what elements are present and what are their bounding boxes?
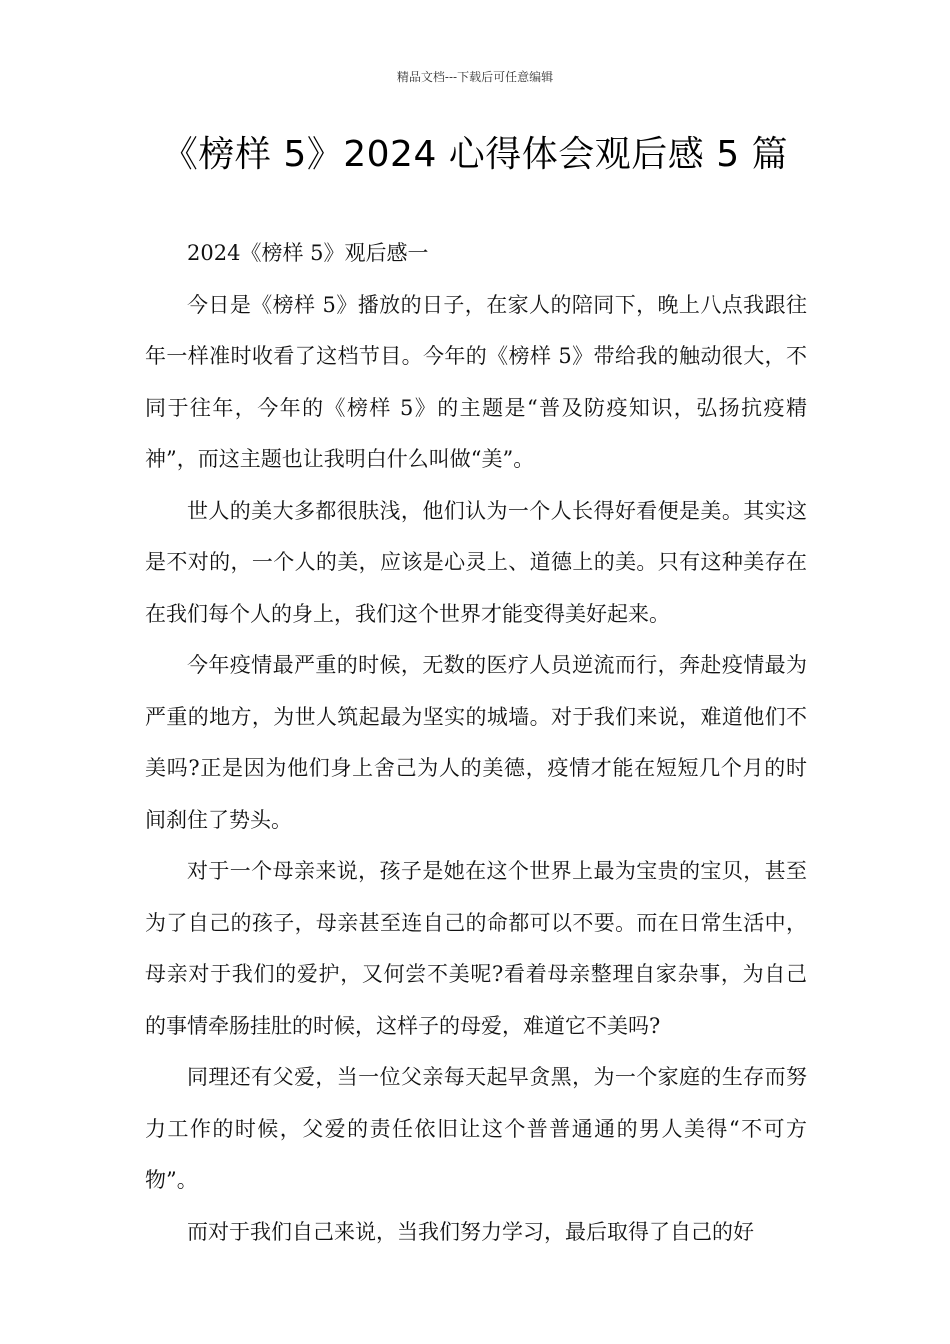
header-note: 精品文档---下载后可任意编辑 (396, 70, 554, 84)
section-heading: 2024《榜样 5》观后感一 (187, 241, 429, 265)
document-title: 《榜样 5》2024 心得体会观后感 5 篇 (161, 134, 789, 175)
document-body (145, 228, 807, 1258)
paragraph: 同理还有父爱，当一位父亲每天起早贪黑，为一个家庭的生存而努力工作的时候，父爱的责任依旧让这个普普通通的男人美得“不可方物”。 (145, 1065, 807, 1192)
paragraph: 而对于我们自己来说，当我们努力学习，最后取得了自己的好 (187, 1219, 754, 1244)
paragraph: 世人的美大多都很肤浅，他们认为一个人长得好看便是美。其实这是不对的，一个人的美，应该是心灵上、道德上的美。只有这种美存在在我们每个人的身上，我们这个世界才能变得美好起来。 (145, 498, 807, 626)
paragraph: 今年疫情最严重的时候，无数的医疗人员逆流而行，奔赴疫情最为严重的地方，为世人筑起最为坚实的城墙。对于我们来说，难道他们不美吗?正是因为他们身上舍己为人的美德，疫情才能在短短几个月的时间刹住了势头。 (145, 653, 807, 832)
paragraph: 对于一个母亲来说，孩子是她在这个世界上最为宝贵的宝贝，甚至为了自己的孩子，母亲甚至连自己的命都可以不要。而在日常生活中，母亲对于我们的爱护，又何尝不美呢?看着母亲整理自家杂事，为自己的事情牵肠挂肚的时候，这样子的母爱，难道它不美吗? (145, 859, 807, 1038)
paragraph: 今日是《榜样 5》播放的日子，在家人的陪同下，晚上八点我跟往年一样准时收看了这档节目。今年的《榜样 5》带给我的触动很大，不同于往年，今年的《榜样 5》的主题是“普及防疫知识，弘扬抗疫精神”，而这主题也让我明白什么叫做“美”。 (145, 292, 807, 471)
